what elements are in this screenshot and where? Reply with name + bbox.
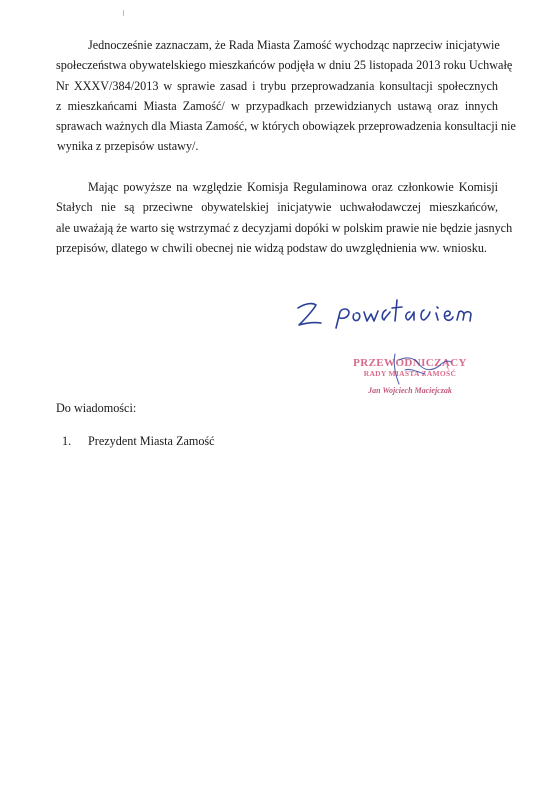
stamp-subtitle: RADY MIASTA ZAMOŚĆ (363, 369, 457, 378)
paragraph-line: Jednocześnie zaznaczam, że Rada Miasta Zamość wychodząc naprzeciw inicjatywie (88, 38, 500, 52)
distribution-item (62, 434, 215, 449)
paragraph-committee-position (56, 177, 513, 258)
stamp-name: Jan Wojciech Maciejczak (368, 386, 452, 395)
paragraph-line: sprawach ważnych dla Miasta Zamość, w których obowiązek przeprowadzenia konsultacji nie (56, 119, 516, 134)
paragraph-line: z mieszkańcami Miasta Zamość/ w przypadkach przewidzianych ustawą oraz innych (56, 98, 498, 113)
paragraph-line: Stałych nie są przeciwne obywatelskiej inicjatywie uchwałodawczej mieszkańców, (56, 200, 498, 215)
scan-mark (123, 10, 124, 16)
stamp-title: PRZEWODNICZĄCY (353, 357, 467, 369)
paragraph-line: Nr XXXV/384/2013 w sprawie zasad i trybu przeprowadzania konsultacji społecznych (56, 78, 498, 93)
paragraph-line: społeczeństwa obywatelskiego mieszkańców podjęła w dniu 25 listopada 2013 roku Uchwałę (56, 58, 513, 73)
handwritten-closing-signature (294, 290, 484, 340)
distribution-item-number: 1. (62, 434, 72, 448)
paragraph-line: ale uważają że warto się wstrzymać z decyzjami dopóki w polskim prawie nie będzie jasnych (56, 220, 513, 235)
distribution-item-text: Prezydent Miasta Zamość (88, 434, 215, 448)
paragraph-line: wynika z przepisów ustawy/. (57, 139, 199, 154)
signature-scribble-icon (385, 350, 455, 390)
paragraph-line: przepisów, dlatego w chwili obecnej nie widzą podstaw do uwzględnienia ww. wniosku. (56, 240, 487, 255)
paragraph-line: Mając powyższe na względzie Komisja Regulaminowa oraz członkowie Komisji (88, 180, 498, 194)
paragraph-consultation-resolution (56, 35, 516, 157)
distribution-heading: Do wiadomości: (56, 401, 137, 415)
